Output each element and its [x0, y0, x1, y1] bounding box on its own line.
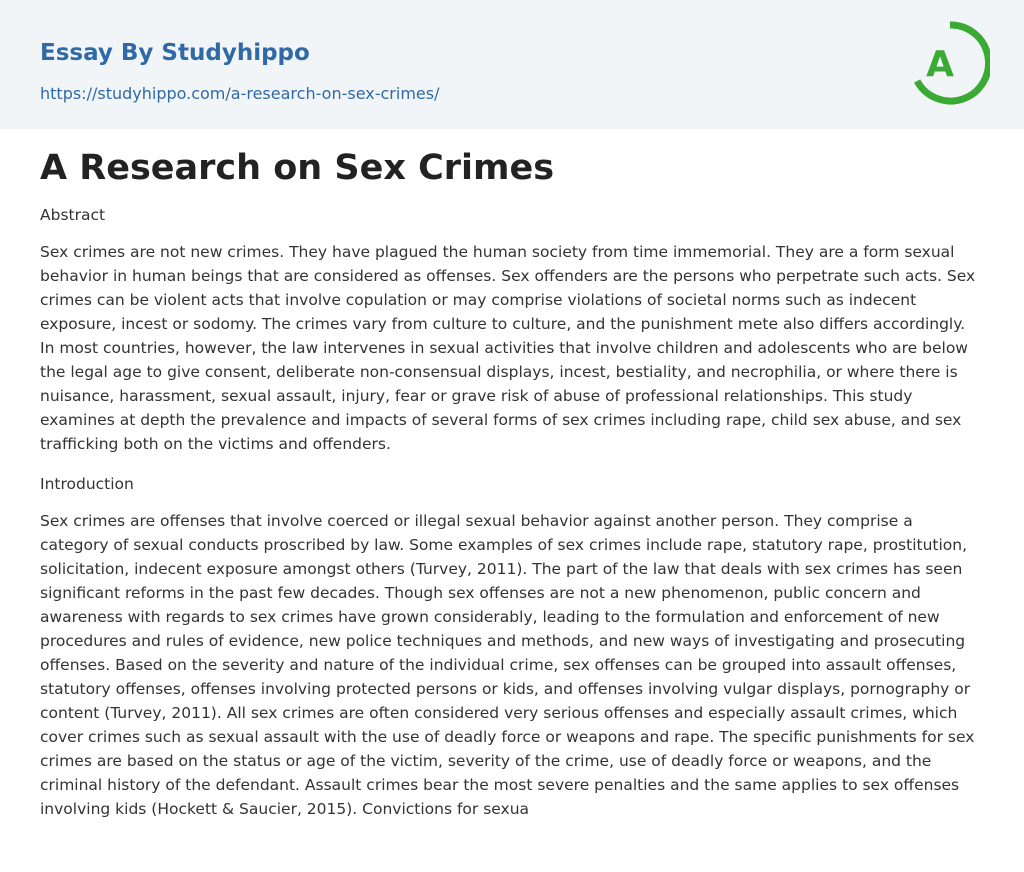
abstract-paragraph: Sex crimes are not new crimes. They have plagued the human society from time immemorial. They are a form sexual behavior in human beings that are considered as offenses. Sex offenders are the persons who perpetrate such acts. Sex crimes can be violent acts that involve copulation or may comprise violations of societal norms such as indecent exposure, incest or sodomy. The crimes vary from culture to culture, and the punishment mete also differs accordingly. In most countries, however, the law intervenes in sexual activities that involve children and adolescents who are below the legal age to give consent, deliberate non-consensual displays, incest, bestiality, and necrophilia, or where there is nuisance, harassment, sexual assault, injury, fear or grave risk of abuse of professional relationships. This study examines at depth the prevalence and impacts of several forms of sex crimes including rape, child sex abuse, and sex trafficking both on the victims and offenders.: [40, 243, 976, 453]
page-title: A Research on Sex Crimes: [40, 148, 555, 188]
essay-url-link[interactable]: https://studyhippo.com/a-research-on-sex-crimes/: [40, 84, 440, 103]
abstract-heading: Abstract: [40, 206, 106, 224]
logo-letter: A: [926, 44, 954, 85]
studyhippo-logo-icon[interactable]: [910, 18, 990, 108]
essay-content: [40, 140, 985, 821]
brand-title: Essay By Studyhippo: [40, 40, 310, 66]
introduction-paragraph: Sex crimes are offenses that involve coerced or illegal sexual behavior against another person. They comprise a category of sexual conducts proscribed by law. Some examples of sex crimes include rape, statutory rape, prostitution, solicitation, indecent exposure amongst others (Turvey, 2011). The part of the law that deals with sex crimes has seen significant reforms in the past few decades. Though sex offenses are not a new phenomenon, public concern and awareness with regards to sex crimes have grown considerably, leading to the formulation and enforcement of new procedures and rules of evidence, new police techniques and methods, and new ways of investigating and prosecuting offenses. Based on the severity and nature of the individual crime, sex offenses can be grouped into assault offenses, statutory offenses, offenses involving protected persons or kids, and offenses involving vulgar displays, pornography or content (Turvey, 2011). All sex crimes are often considered very serious offenses and especially assault crimes, which cover crimes such as sexual assault with the use of deadly force or weapons and rape. The specific punishments for sex crimes are based on the status or age of the victim, severity of the crime, use of deadly force or weapons, and the criminal history of the defendant. Assault crimes bear the most severe penalties and the same applies to sex offenses involving kids (Hockett & Saucier, 2015). Convictions for sexua: [40, 512, 975, 818]
introduction-heading: Introduction: [40, 475, 134, 493]
site-header: [0, 0, 1024, 129]
